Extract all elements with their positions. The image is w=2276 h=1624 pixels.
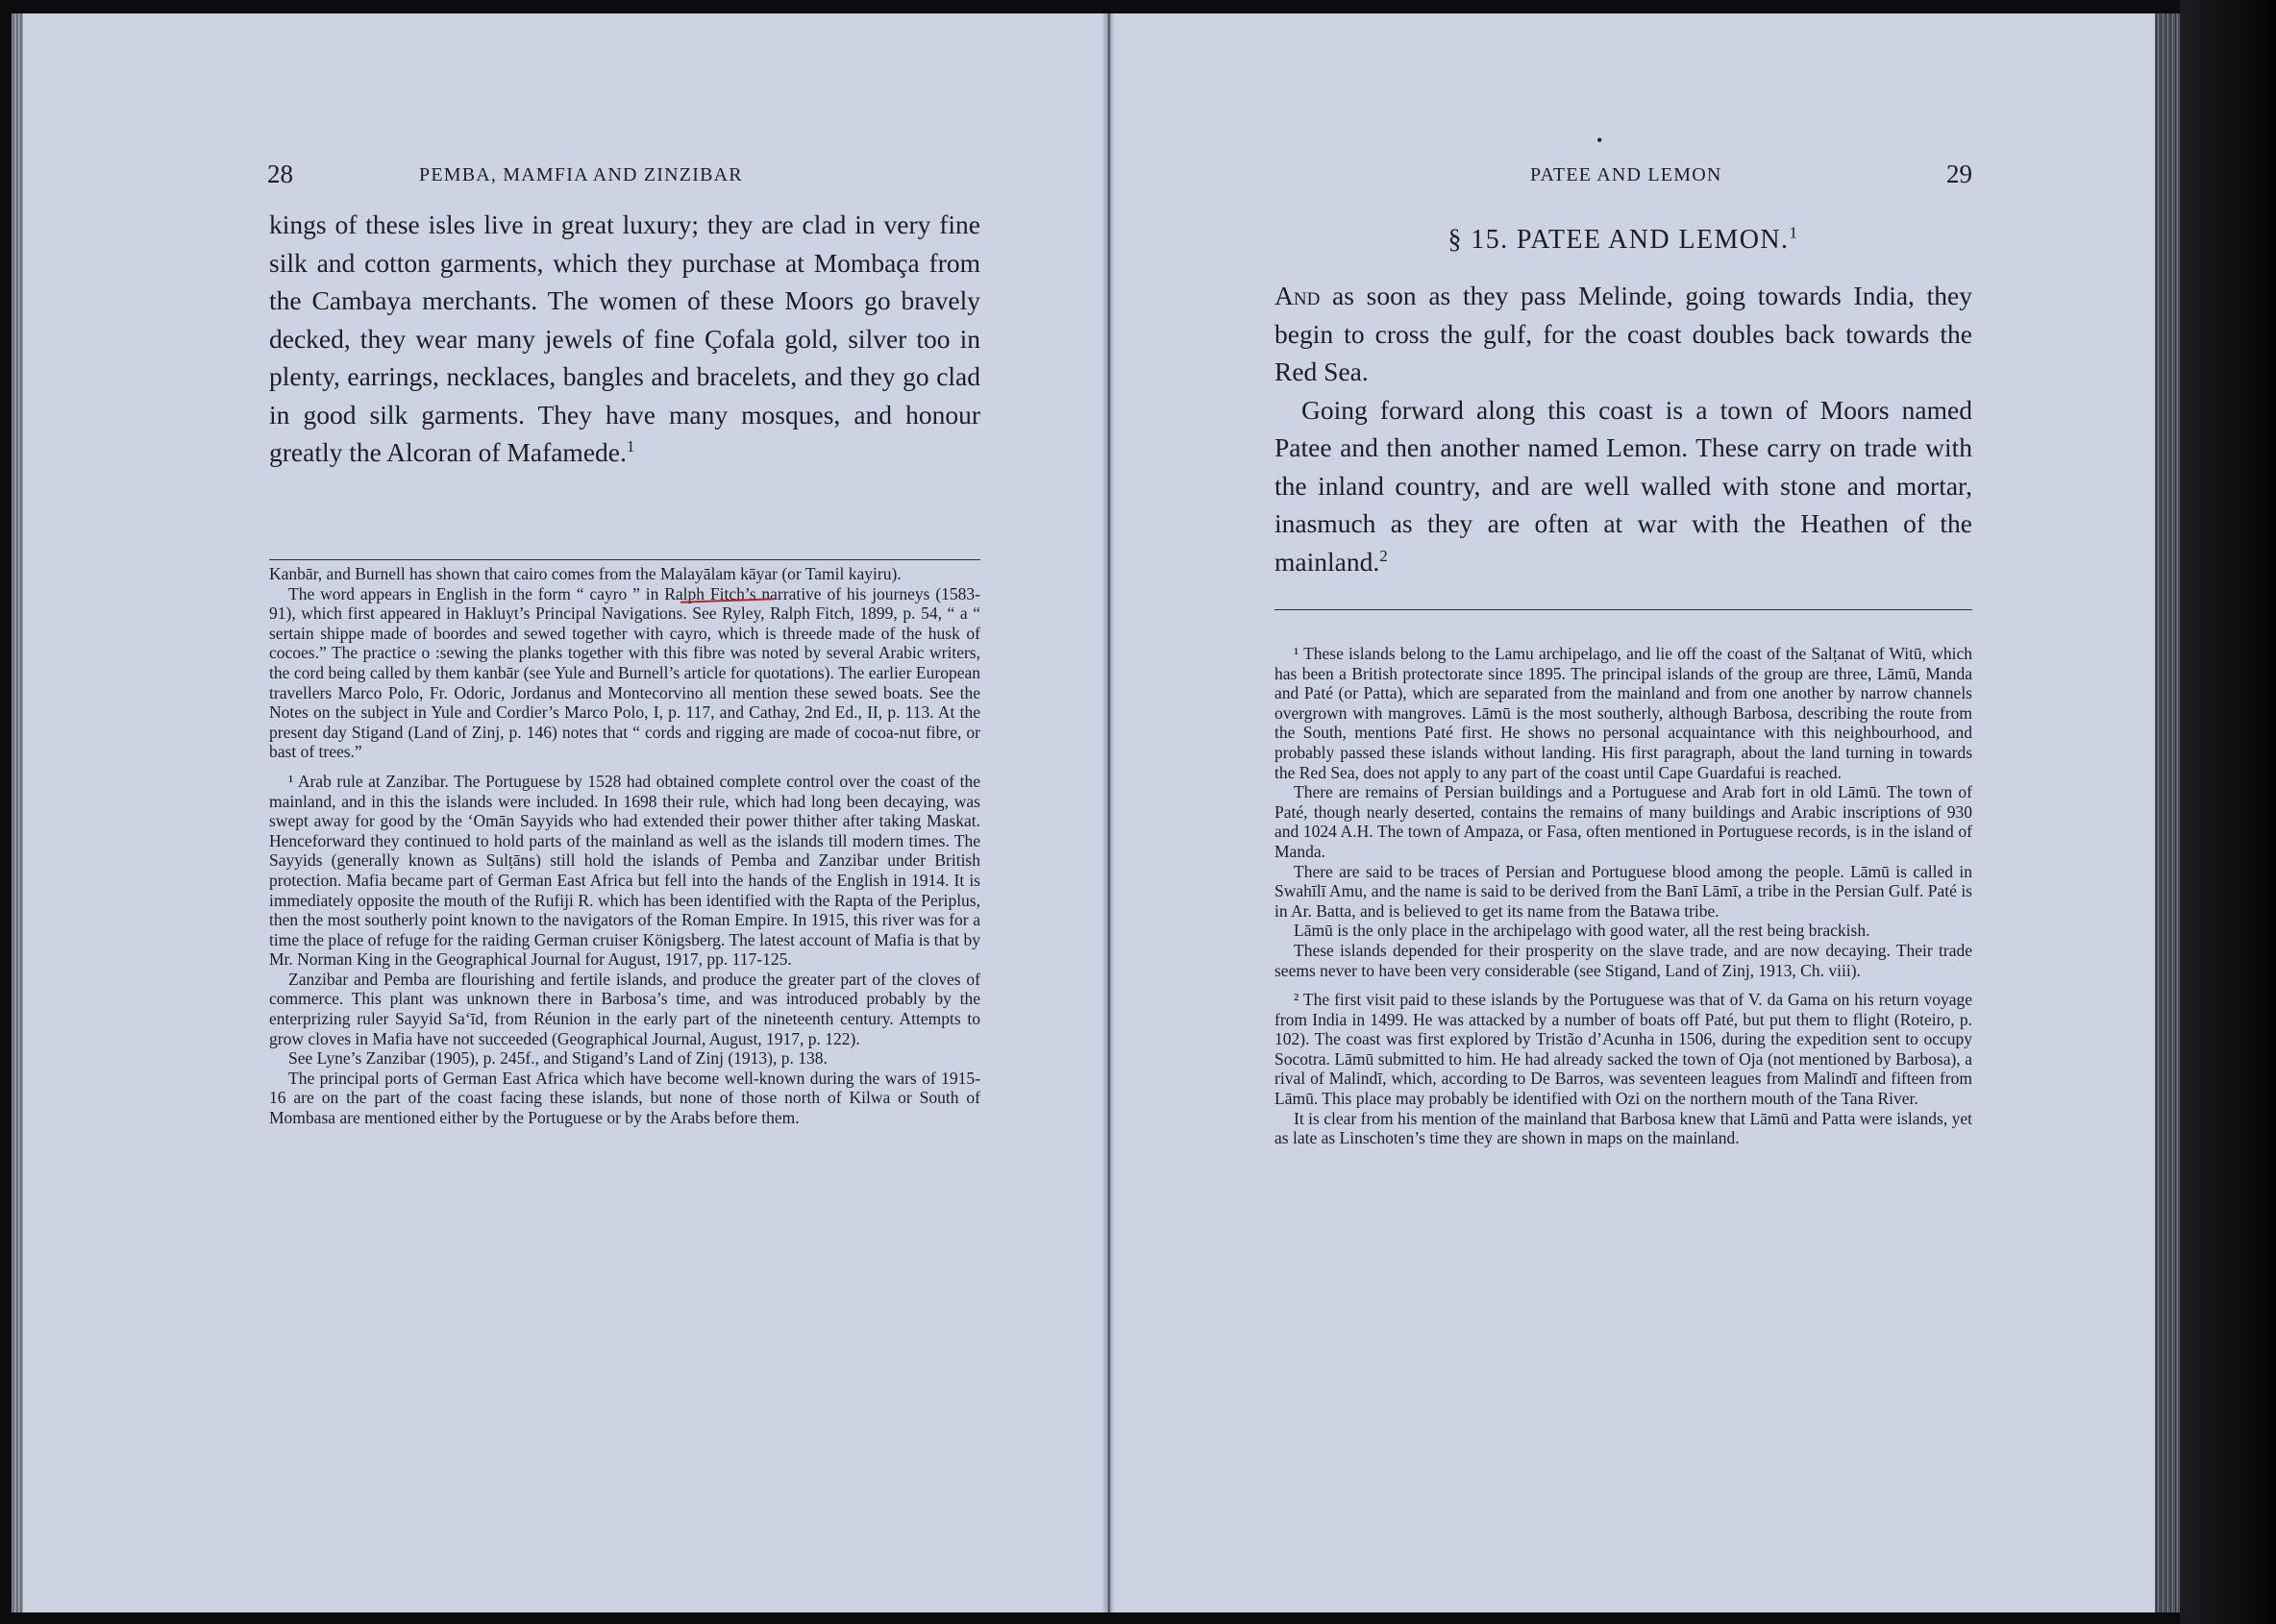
section-title: § 15. PATEE AND LEMON. (1447, 225, 1790, 255)
running-head: PEMBA, MAMFIA AND ZINZIBAR (419, 164, 743, 185)
footnote-continued: Kanbār, and Burnell has shown that cairo comes from the Malayālam kāyar (or Tamil kayiru). (269, 564, 902, 583)
footnote-paragraph: The word appears in English in the form “ cayro ” in Ralph Fitch’s narrative of his journeys (1583-91), which first appeared in Hakluyt’s Principal Navigations. See Ryley, Ralph Fitch, 1899, p. 54, “ a “ sertain shippe made of boordes and sewed together with cayro, which is threede made of the husk of cocoes.” The practice o :sewing the planks together with this fibre was noted by several Arabic writers, the cord being called by them kanbār (see Yule and Burnell’s article for quotations). The earlier European travellers Marco Polo, Fr. Odoric, Jordanus and Montecorvino all mention these sewed boats. See the Notes on the subject in Yule and Cordier’s Marco Polo, I, p. 117, and Cathay, 2nd Ed., II, p. 113. At the present day Stigand (Land of Zinj, p. 146) notes that “ cords and rigging are made of cocoa-nut fibre, or bast of trees.” (269, 583, 980, 762)
footnote-paragraph: Lāmū is the only place in the archipelago with good water, all the rest being brackish. (1294, 921, 1870, 941)
page-number: 28 (267, 160, 293, 188)
footnote-paragraph: It is clear from his mention of the mainland that Barbosa knew that Lāmū and Patta were islands, yet as late as Linschoten’s time they are shown in maps on the mainland. (1274, 1108, 1972, 1148)
footnote-1: ¹ Arab rule at Zanzibar. The Portuguese by 1528 had obtained complete control over the coast of the mainland, and in this the islands were included. In 1698 their rule, which had long been decaying, was swept away for good by the ‘Omān Sayyids who had extended their power thither after taking Maskat. Henceforward they continued to hold parts of the mainland as well as the islands till modern times. The Sayyids (generally known as Sulṭāns) still hold the islands of Pemba and Zanzibar under British protection. Mafia became part of German East Africa but fell into the hands of the English in 1914. It is immediately opposite the mouth of the Rufiji R. which has been identified with the Rapta of the Periplus, then the most southerly point known to the navigators of the Roman Empire. In 1915, this river was for a time the place of refuge for the raiding German cruiser Königsberg. The latest account of Mafia is that by Mr. Norman King in the Geographical Journal for August, 1917, pp. 117-125. (269, 771, 980, 970)
body-text (269, 206, 980, 472)
footnotes (269, 564, 980, 1128)
body-paragraph: Going forward along this coast is a town of Moors named Patee and then another named Lemon. These carry on trade with the inland country, and are well walled with stone and mortar, inasmuch as they are often at war with the Heathen of the mainland. (1274, 394, 1972, 577)
running-head: PATEE AND LEMON (1530, 164, 1722, 185)
footnote-2: ² The first visit paid to these islands by the Portuguese was that of V. da Gama on his return voyage from India in 1499. He was attacked by a number of boats off Paté, but put them to flight (Roteiro, p. 102). The coast was first explored by Tristão d’Acunha in 1506, during the expedition sent to occupy Socotra. Lāmū submitted to him. He had already sacked the town of Oja (not mentioned by Barbosa), a rival of Malindī, which, according to De Barros, was seventeen leagues from Malindī and fifteen from Lāmū. This place may probably be identified with Ozi on the northern mouth of the Tana River. (1274, 990, 1972, 1109)
book-spread (12, 13, 2180, 1612)
footnote-paragraph: There are said to be traces of Persian and Portuguese blood among the people. Lāmū is called in Swahīlī Amu, and the name is said to be derived from the Banī Lāmī, a tribe in the Persian Gulf. Paté is in Ar. Batta, and is believed to get its name from the Batawa tribe. (1274, 861, 1972, 921)
footnote-paragraph: These islands depended for their prosperity on the slave trade, and are now decaying. Their trade seems never to have been very considerable (see Stigand, Land of Zinj, 1913, Ch. viii). (1274, 940, 1972, 980)
section-heading (1274, 225, 1972, 256)
footnote-paragraph: Zanzibar and Pemba are flourishing and fertile islands, and produce the greater part of the cloves of commerce. This plant was unknown there in Barbosa’s time, and was introduced probably by the enterprizing ruler Sayyid Sa‘īd, from Réunion in the early part of the nineteenth century. Attempts to grow cloves in Mafia have not succeeded (Geographical Journal, August, 1917, p. 122). (269, 969, 980, 1048)
footnote-marker: 1 (626, 436, 635, 455)
body-paragraph: kings of these isles live in great luxury; they are clad in very fine silk and cotton garments, which they purchase at Mombaça from the Cambaya merchants. The women of these Moors go bravely decked, they wear many jewels of fine Çofala gold, silver too in plenty, earrings, necklaces, bangles and bracelets, and they go clad in good silk garments. They have many mosques, and honour greatly the Alcoran of Mafamede. (269, 209, 980, 467)
footnote-paragraph: See Lyne’s Zanzibar (1905), p. 245f., and Stigand’s Land of Zinj (1913), p. 138. (288, 1048, 828, 1069)
ornament-mark: • (1596, 131, 1603, 150)
footnotes (1274, 644, 1972, 1148)
footnote-marker: 1 (1789, 223, 1799, 242)
lead-word: And (1274, 281, 1321, 310)
footnote-paragraph: The principal ports of German East Africa which have become well-known during the wars of 1915-16 are on the part of the coast facing these islands, but none of those north of Kilwa or South of Mombasa are mentioned either by the Portuguese or by the Arabs before them. (269, 1068, 980, 1128)
footnote-paragraph: There are remains of Persian buildings and a Portuguese and Arab fort in old Lāmū. The town of Paté, though nearly deserted, contains the remains of many buildings and Arabic inscriptions of 930 and 1024 A.H. The town of Ampaza, or Fasa, often mentioned in Portuguese records, is in the island of Manda. (1274, 782, 1972, 861)
footnote-rule (1274, 609, 1972, 610)
page-edges-right (2155, 13, 2180, 1612)
body-text (1274, 277, 1972, 580)
page-edges-left (12, 13, 23, 1612)
body-paragraph: as soon as they pass Melinde, going towards India, they begin to cross the gulf, for the coast doubles back towards the Red Sea. (1274, 281, 1972, 386)
page-number: 29 (1946, 160, 1972, 188)
footnote-1: ¹ These islands belong to the Lamu archipelago, and lie off the coast of the Salṭanat of Witū, which has been a British protectorate since 1895. The principal islands of the group are three, Lāmū, Manda and Paté (or Patta), which are separated from the mainland and from one another by narrow channels overgrown with mangroves. Lāmū is the most southerly, although Barbosa, describing the route from the South, mentions Paté first. He shows no personal acquaintance with this neighbourhood, and probably passed these islands without landing. His first paragraph, about the land turning in towards the Red Sea, does not apply to any part of the coast until Cape Guardafui is reached. (1274, 644, 1972, 782)
footnote-rule (269, 559, 980, 560)
background-shadow (2180, 0, 2276, 1624)
footnote-marker: 2 (1379, 546, 1388, 565)
book-gutter (1101, 13, 1115, 1612)
